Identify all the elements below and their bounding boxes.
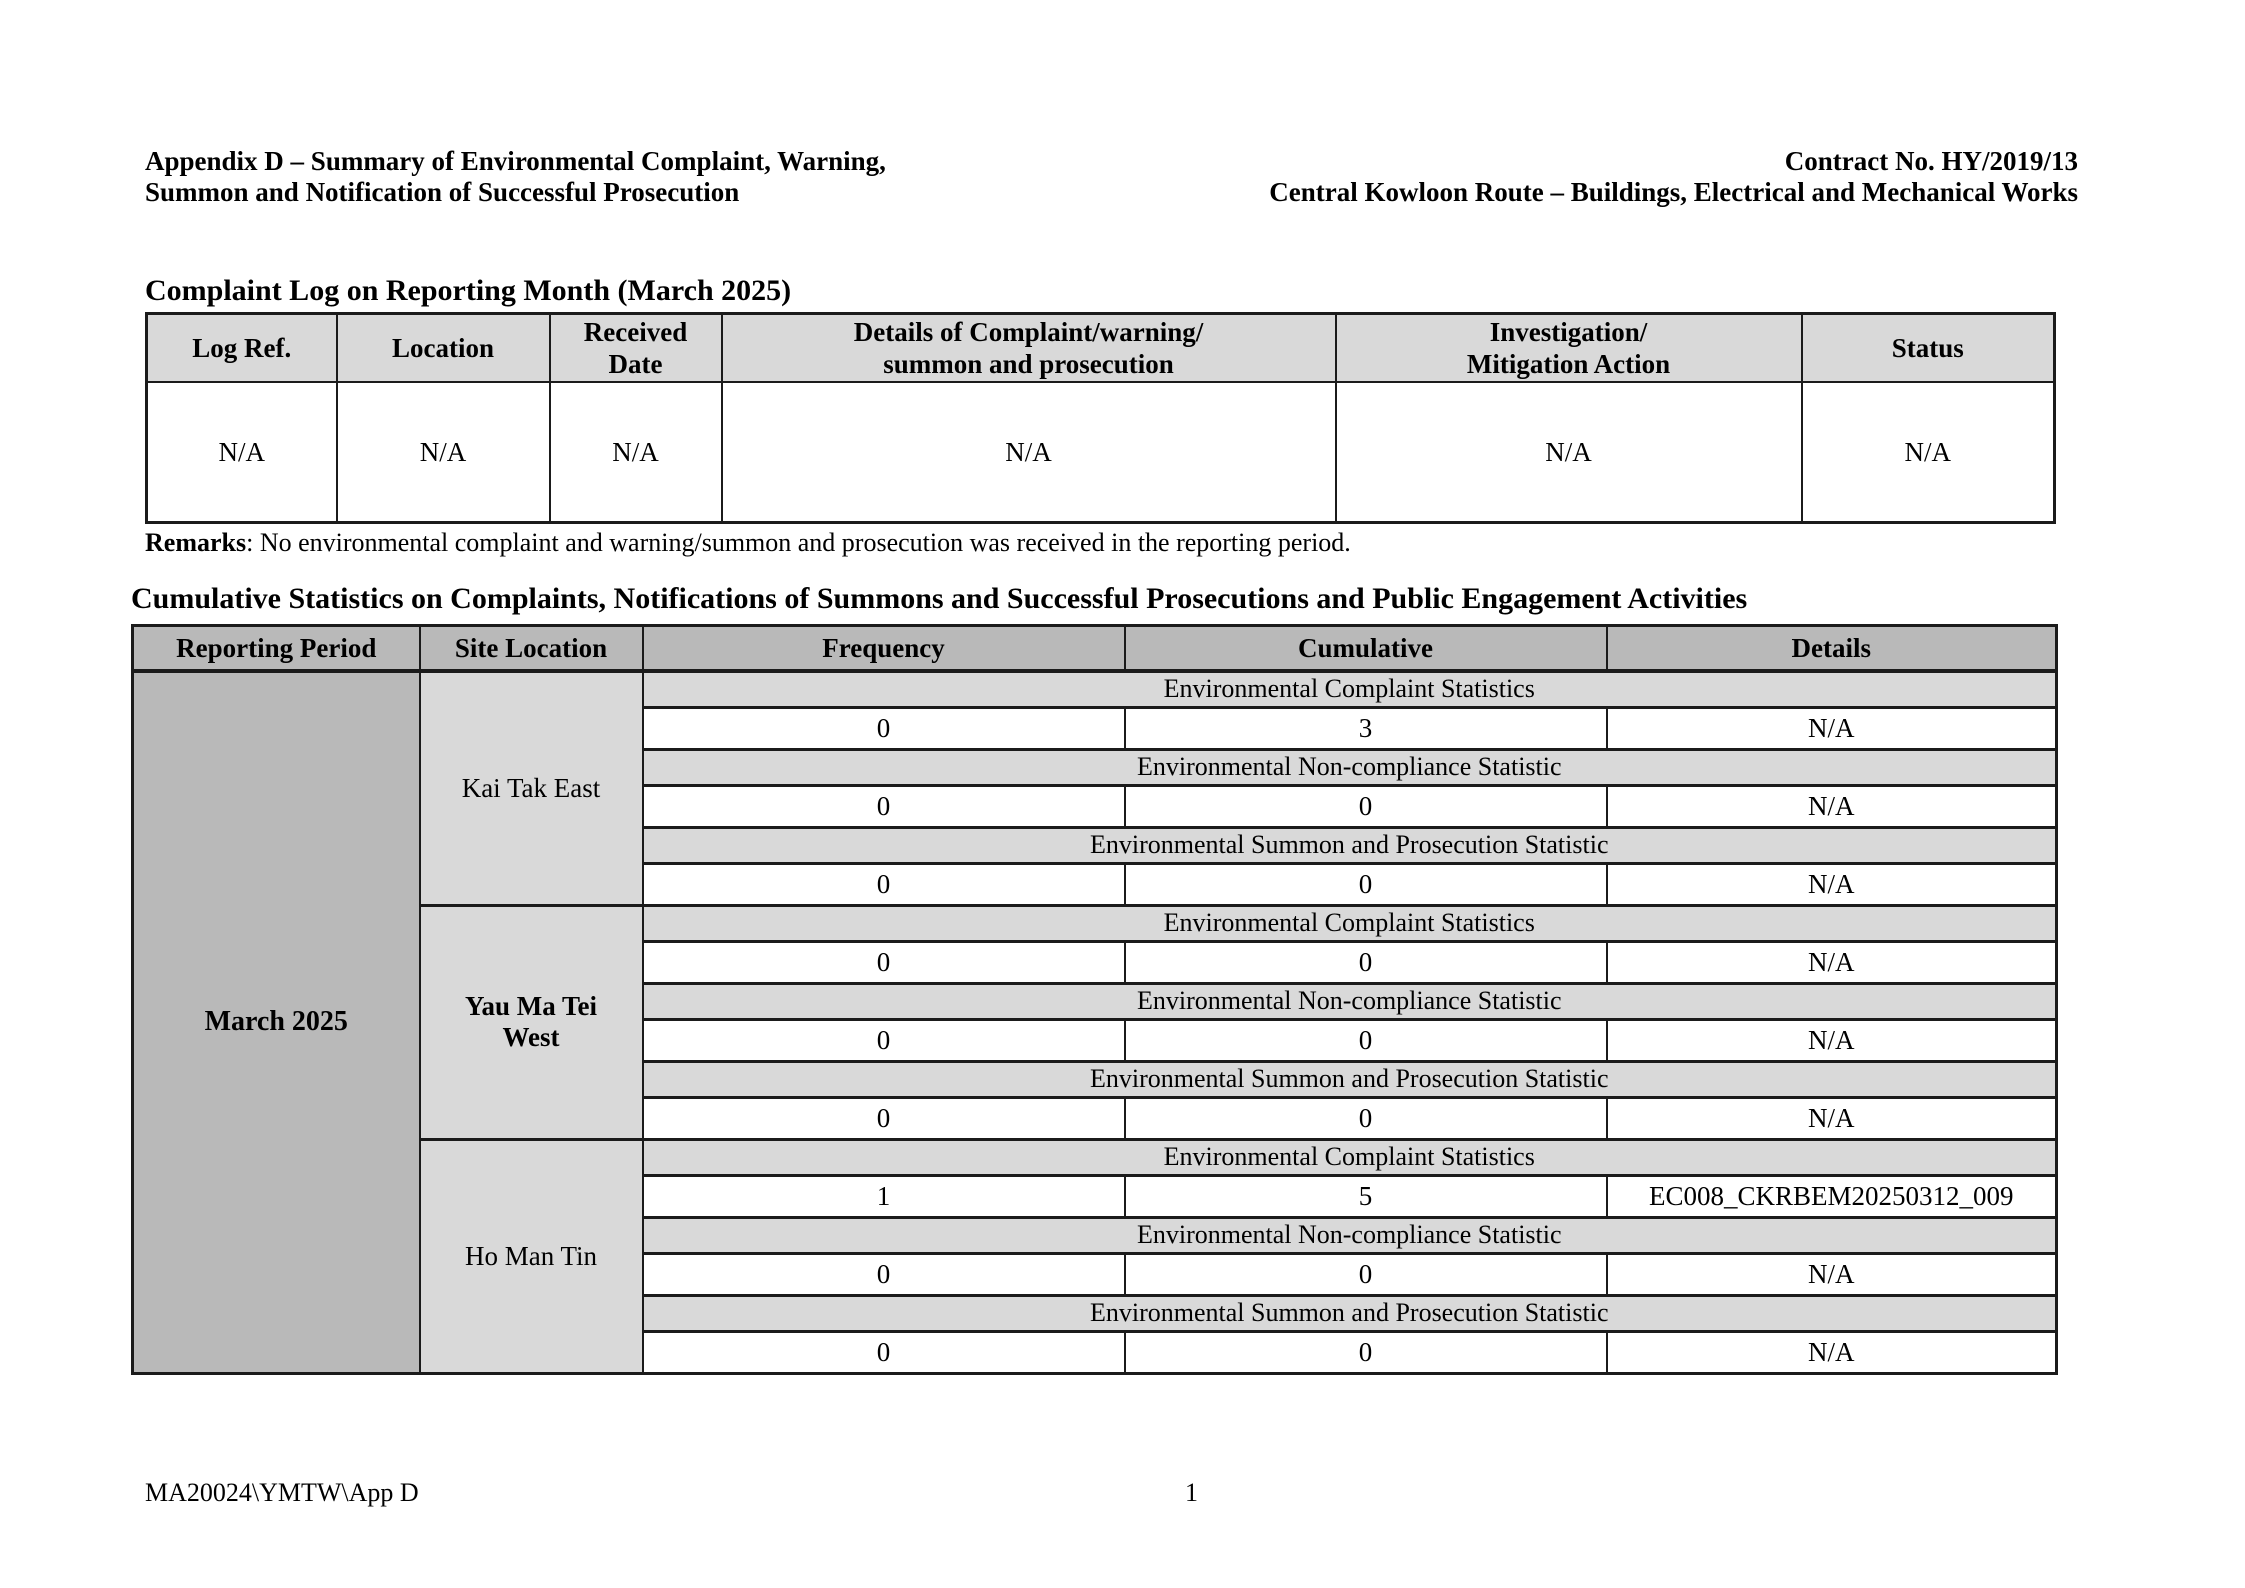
appendix-title [145, 146, 886, 208]
location-cell: N/A [337, 382, 550, 523]
frequency-value: 0 [643, 1331, 1125, 1373]
band-label: Environmental Summon and Prosecution Statistic [643, 1295, 2057, 1331]
details-value: EC008_CKRBEM20250312_009 [1607, 1175, 2057, 1217]
details-value: N/A [1607, 785, 2057, 827]
site-name-line: Ho Man Tin [464, 1240, 598, 1271]
col-header-site-location: Site Location [420, 626, 643, 672]
details-value: N/A [1607, 707, 2057, 749]
frequency-value: 0 [643, 785, 1125, 827]
cumulative-stats-table [131, 624, 2058, 1375]
col-header-text: Status [1891, 333, 1964, 363]
col-header-text: Details of Complaint/warning/ [853, 317, 1204, 347]
col-header-cumulative: Cumulative [1125, 626, 1607, 672]
frequency-value: 0 [643, 1253, 1125, 1295]
complaint-log-header-row [147, 314, 2055, 383]
site-cell-yau-ma-tei-west [420, 905, 643, 1139]
complaint-log-title: Complaint Log on Reporting Month (March 2025) [145, 274, 792, 307]
cumulative-header-row [133, 626, 2057, 672]
col-header-text: Received [583, 317, 688, 347]
band-row [133, 905, 2057, 941]
col-header-status [1802, 314, 2055, 383]
site-cell-kai-tak-east [420, 671, 643, 905]
investigation-cell: N/A [1336, 382, 1802, 523]
band-row [133, 1139, 2057, 1175]
cumulative-value: 3 [1125, 707, 1607, 749]
frequency-value: 0 [643, 1019, 1125, 1061]
band-row [133, 671, 2057, 707]
cumulative-value: 0 [1125, 1019, 1607, 1061]
col-header-reporting-period: Reporting Period [133, 626, 420, 672]
details-value: N/A [1607, 863, 2057, 905]
contract-info [1269, 146, 2078, 208]
details-value: N/A [1607, 1097, 2057, 1139]
details-cell: N/A [722, 382, 1336, 523]
cumulative-value: 0 [1125, 1097, 1607, 1139]
band-label: Environmental Non-compliance Statistic [643, 749, 2057, 785]
frequency-value: 0 [643, 1097, 1125, 1139]
received-date-cell: N/A [550, 382, 722, 523]
log-ref-cell: N/A [147, 382, 337, 523]
col-header-text: Mitigation Action [1466, 349, 1671, 379]
cumulative-value: 5 [1125, 1175, 1607, 1217]
col-header-text: Log Ref. [192, 333, 292, 363]
frequency-value: 0 [643, 707, 1125, 749]
site-cell-ho-man-tin [420, 1139, 643, 1373]
cumulative-value: 0 [1125, 1253, 1607, 1295]
col-header-log-ref [147, 314, 337, 383]
cumulative-value: 0 [1125, 1331, 1607, 1373]
appendix-title-line1: Appendix D – Summary of Environmental Complaint, Warning, [145, 146, 886, 176]
col-header-investigation [1336, 314, 1802, 383]
frequency-value: 0 [643, 863, 1125, 905]
reporting-period-cell: March 2025 [133, 671, 420, 1373]
footer-doc-ref: MA20024\YMTW\App D [145, 1478, 419, 1507]
band-label: Environmental Complaint Statistics [643, 671, 2057, 707]
complaint-log-table [145, 312, 2056, 524]
col-header-details [722, 314, 1336, 383]
cumulative-stats-title: Cumulative Statistics on Complaints, Notifications of Summons and Successful Prosecutions and Public Engagement Activities [131, 582, 1748, 615]
site-name-line: West [502, 1022, 560, 1052]
contract-title: Central Kowloon Route – Buildings, Electrical and Mechanical Works [1269, 177, 2078, 207]
band-label: Environmental Non-compliance Statistic [643, 1217, 2057, 1253]
col-header-text: Date [608, 349, 663, 379]
band-label: Environmental Non-compliance Statistic [643, 983, 2057, 1019]
site-name-line: Yau Ma Tei [464, 991, 598, 1021]
band-label: Environmental Complaint Statistics [643, 905, 2057, 941]
details-value: N/A [1607, 941, 2057, 983]
band-label: Environmental Summon and Prosecution Statistic [643, 1061, 2057, 1097]
col-header-text: summon and prosecution [883, 349, 1174, 379]
complaint-log-data-row [147, 382, 2055, 523]
footer-page-number: 1 [1185, 1478, 1198, 1507]
status-cell: N/A [1802, 382, 2055, 523]
col-header-frequency: Frequency [643, 626, 1125, 672]
cumulative-value: 0 [1125, 863, 1607, 905]
remarks-text: : No environmental complaint and warning/summon and prosecution was received in the reporting period. [246, 528, 1351, 557]
appendix-title-line2: Summon and Notification of Successful Prosecution [145, 177, 740, 207]
frequency-value: 1 [643, 1175, 1125, 1217]
remarks-label: Remarks [145, 528, 247, 557]
details-value: N/A [1607, 1019, 2057, 1061]
details-value: N/A [1607, 1253, 2057, 1295]
col-header-received-date [550, 314, 722, 383]
cumulative-value: 0 [1125, 785, 1607, 827]
details-value: N/A [1607, 1331, 2057, 1373]
col-header-text: Location [391, 333, 494, 363]
band-label: Environmental Summon and Prosecution Statistic [643, 827, 2057, 863]
band-label: Environmental Complaint Statistics [643, 1139, 2057, 1175]
frequency-value: 0 [643, 941, 1125, 983]
col-header-text: Investigation/ [1489, 317, 1648, 347]
site-name-line: Kai Tak East [461, 772, 601, 803]
remarks [145, 528, 1351, 558]
col-header-location [337, 314, 550, 383]
col-header-details: Details [1607, 626, 2057, 672]
page-header [145, 146, 2078, 208]
contract-number: Contract No. HY/2019/13 [1784, 146, 2078, 176]
cumulative-value: 0 [1125, 941, 1607, 983]
